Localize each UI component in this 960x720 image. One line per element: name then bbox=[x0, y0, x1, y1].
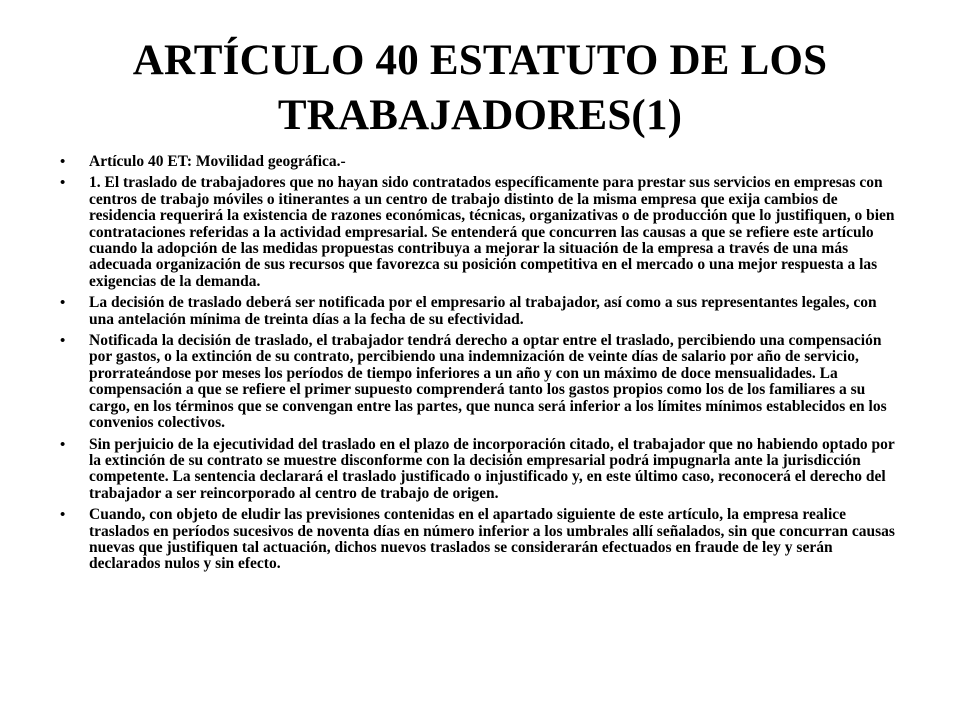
slide-title: ARTÍCULO 40 ESTATUTO DE LOS TRABAJADORES(1) bbox=[132, 37, 828, 139]
bullet-icon: • bbox=[60, 333, 66, 350]
bullet-icon: • bbox=[60, 507, 66, 524]
bullet-text: 1. El traslado de trabajadores que no hayan sido contratados específicamente para prestar sus servicios en empresas con centros de trabajo móviles o itinerantes a un centro de trabajo distinto de la misma empresa que exija cambios de residencia requerirá la existencia de razones económicas, técnicas, organizativas o de producción que lo justifiquen, o bien contrataciones referidas a la actividad empresarial. Se entenderá que concurren las causas a que se refiere este artículo cuando la adopción de las medidas propuestas contribuya a mejorar la situación de la empresa a través de una más adecuada organización de sus recursos que favorezca su posición competitiva en el mercado o una mejor respuesta a las exigencias de la demanda. bbox=[89, 174, 895, 290]
bullet-item bbox=[58, 295, 904, 328]
bullet-item bbox=[58, 437, 904, 503]
bullet-icon: • bbox=[60, 154, 66, 170]
bullet-icon: • bbox=[60, 175, 66, 192]
bullet-text: Artículo 40 ET: Movilidad geográfica.- bbox=[89, 153, 346, 170]
bullet-text: La decisión de traslado deberá ser notificada por el empresario al trabajador, así como a sus representantes legales, con una antelación mínima de treinta días a la fecha de su efectividad. bbox=[89, 294, 877, 328]
bullet-text: Notificada la decisión de traslado, el trabajador tendrá derecho a optar entre el traslado, percibiendo una compensación por gastos, o la extinción de su contrato, percibiendo una indemnización de veinte días de salario por año de servicio, prorrateándose por meses los períodos de tiempo inferiores a un año y con un máximo de doce mensualidades. La compensación a que se refiere el primer supuesto comprenderá tanto los gastos propios como los de los familiares a su cargo, en los términos que se convengan entre las partes, que nunca será inferior a los límites mínimos establecidos en los convenios colectivos. bbox=[89, 332, 887, 432]
bullet-item bbox=[58, 154, 904, 170]
bullet-icon: • bbox=[60, 436, 66, 453]
bullet-icon: • bbox=[60, 295, 66, 312]
bullet-item bbox=[58, 175, 904, 290]
bullet-text: Sin perjuicio de la ejecutividad del traslado en el plazo de incorporación citado, el trabajador que no habiendo optado por la extinción de su contrato se muestre disconforme con la decisión empresarial podrá impugnarla ante la jurisdicción competente. La sentencia declarará el traslado justificado o injustificado y, en este último caso, reconocerá el derecho del trabajador a ser reincorporado al centro de trabajo de origen. bbox=[89, 435, 895, 502]
bullet-text: Cuando, con objeto de eludir las previsiones contenidas en el apartado siguiente de este artículo, la empresa realice traslados en períodos sucesivos de noventa días en número inferior a los umbrales allí señalados, sin que concurran causas nuevas que justifiquen tal actuación, dichos nuevos traslados se considerarán efectuados en fraude de ley y serán declarados nulos y sin efecto. bbox=[89, 506, 895, 573]
bullet-list bbox=[58, 154, 904, 578]
bullet-item bbox=[58, 333, 904, 431]
bullet-item bbox=[58, 507, 904, 573]
